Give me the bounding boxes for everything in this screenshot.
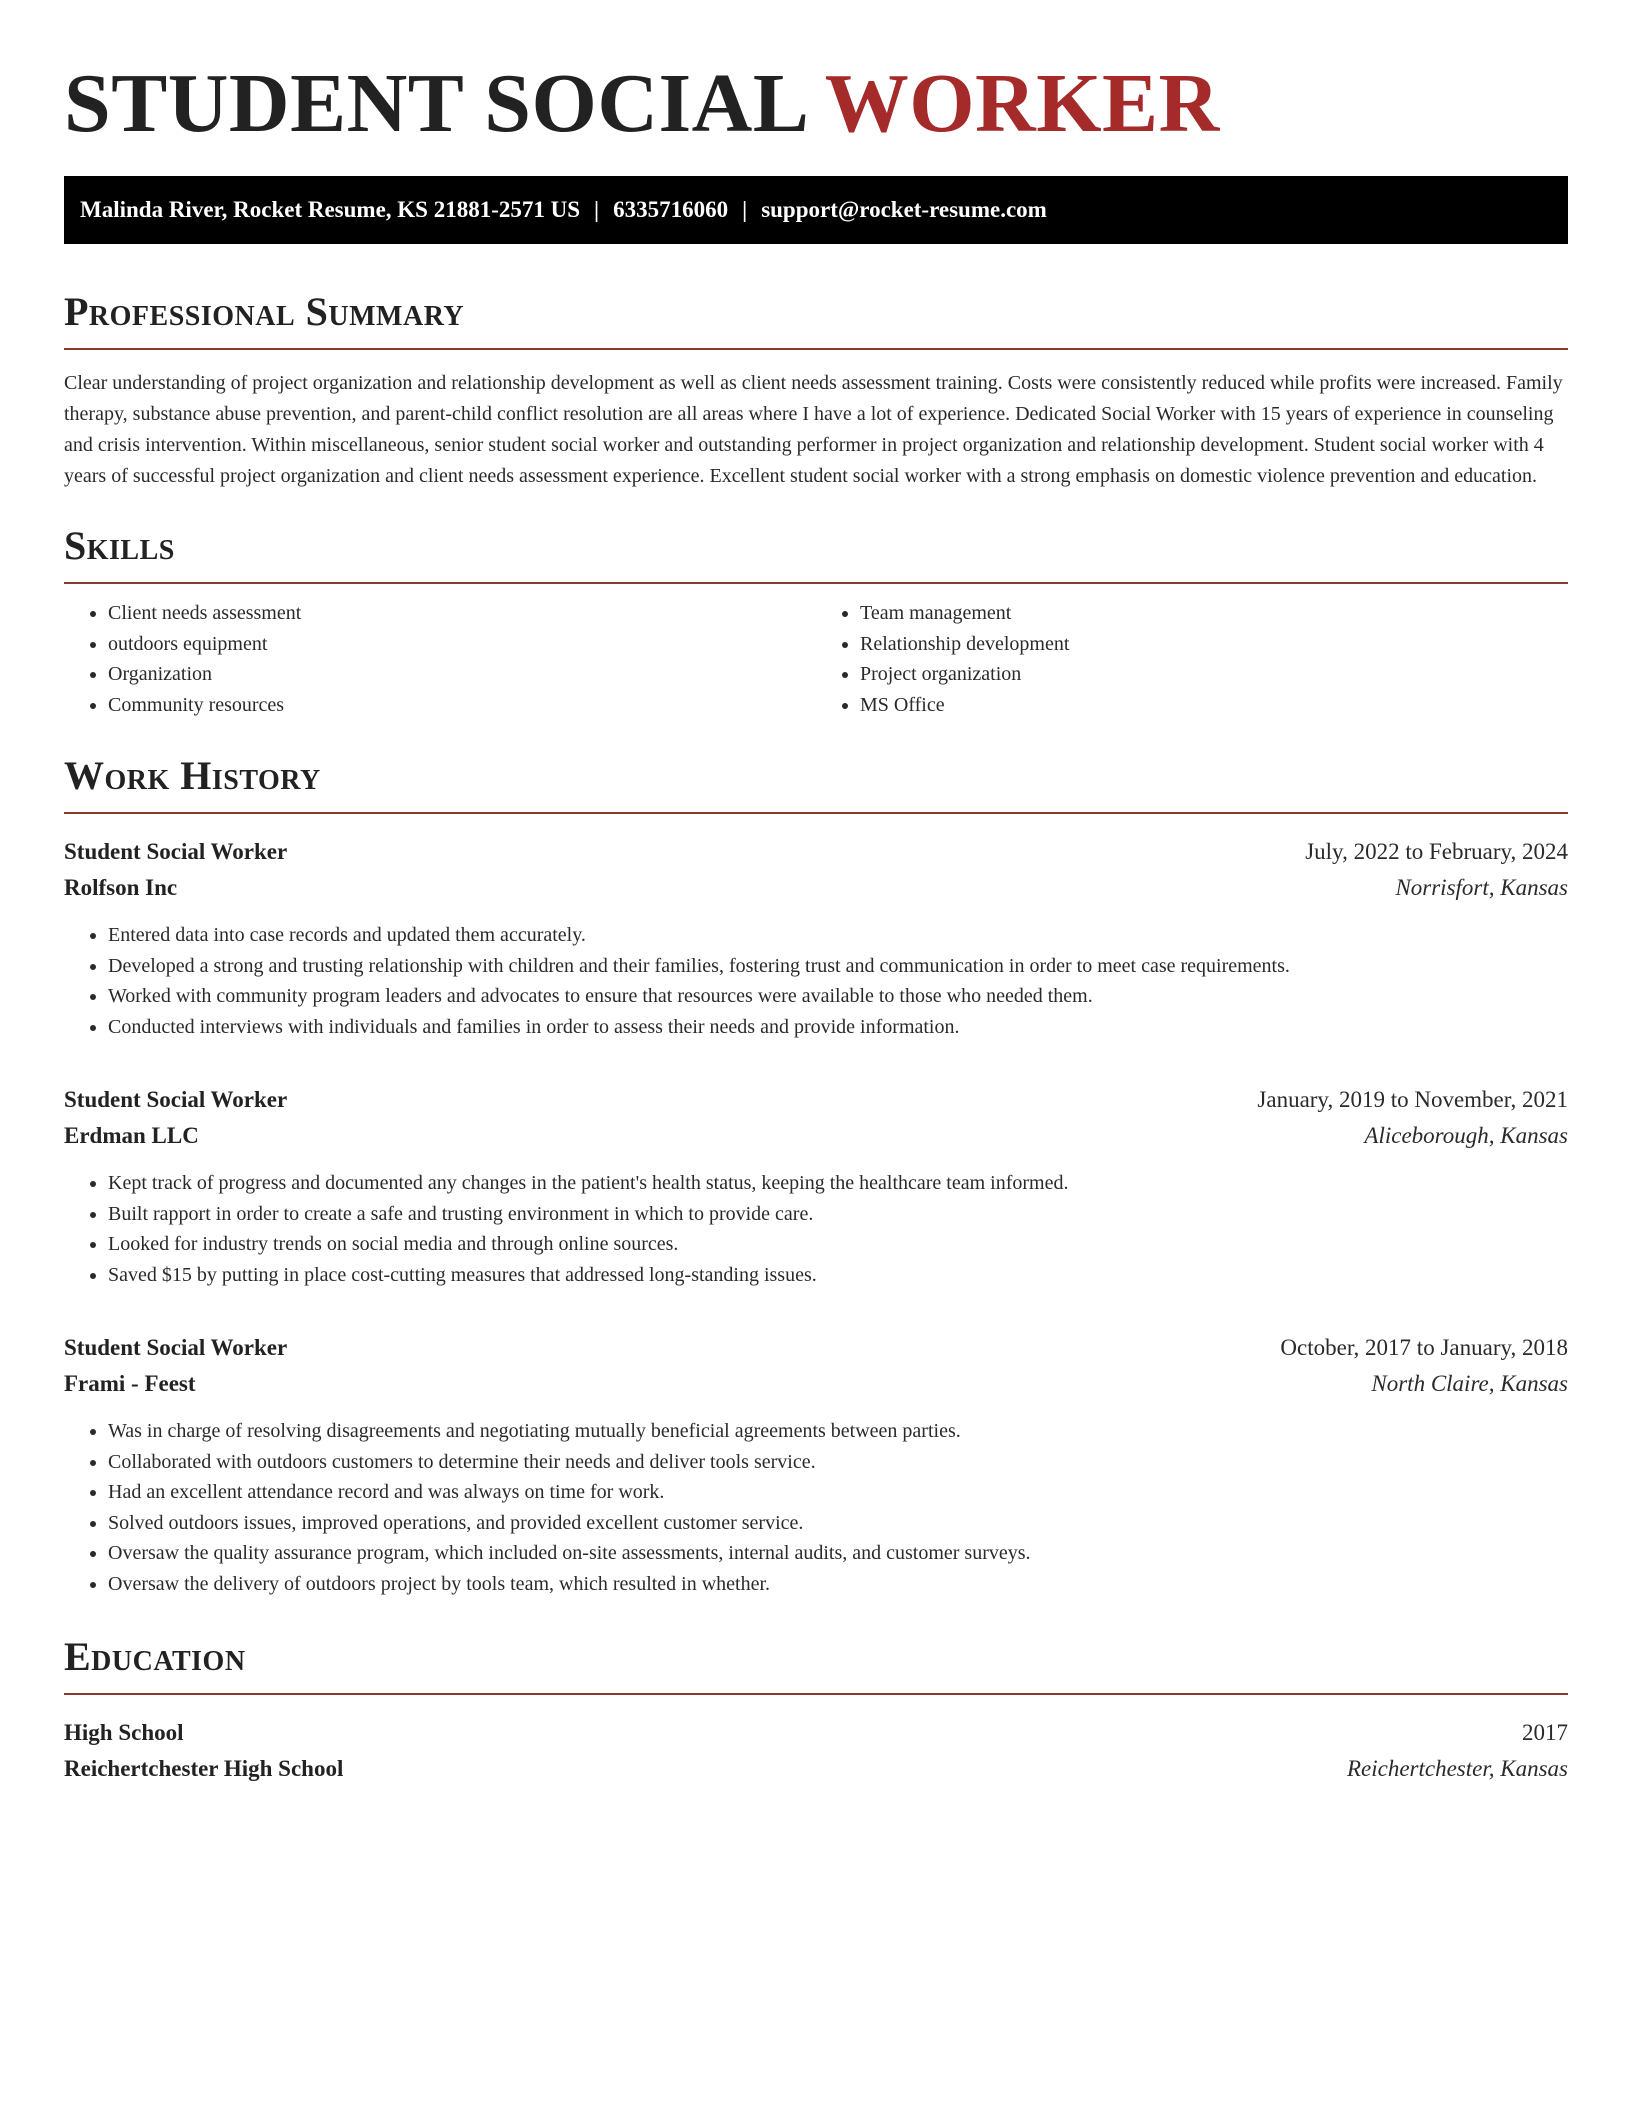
title-accent: WORKER bbox=[824, 57, 1220, 150]
skills-grid bbox=[64, 598, 1568, 720]
job-bullet: • Was in charge of resolving disagreements and negotiating mutually beneficial agreements between parties. bbox=[108, 1416, 1568, 1447]
job-bullet: • Built rapport in order to create a safe and trusting environment in which to provide care. bbox=[108, 1199, 1568, 1230]
skill-item: • Relationship development bbox=[860, 629, 1568, 660]
skill-item: • Team management bbox=[860, 598, 1568, 629]
summary-heading: Professional Summary bbox=[64, 289, 465, 334]
work-history-heading: Work History bbox=[64, 753, 321, 798]
job-bullet: • Developed a strong and trusting relationship with children and their families, fostering trust and communication in order to meet case requirements. bbox=[108, 951, 1568, 982]
section-divider bbox=[64, 1693, 1568, 1695]
skills-list-left bbox=[64, 598, 816, 720]
job-dates: January, 2019 to November, 2021 bbox=[1257, 1087, 1568, 1112]
contact-separator: | bbox=[742, 197, 748, 222]
education-degree: High School bbox=[64, 1720, 184, 1745]
work-history-section bbox=[64, 752, 1568, 1599]
job-bullet: • Worked with community program leaders and advocates to ensure that resources were available to those who needed them. bbox=[108, 981, 1568, 1012]
job-company: Rolfson Inc bbox=[64, 875, 178, 900]
education-heading: Education bbox=[64, 1634, 246, 1679]
job-company: Erdman LLC bbox=[64, 1123, 199, 1148]
job-bullet: • Saved $15 by putting in place cost-cutting measures that addressed long-standing issues. bbox=[108, 1260, 1568, 1291]
job-entry bbox=[64, 1082, 1568, 1290]
contact-address: Malinda River, Rocket Resume, KS 21881-2571 US bbox=[80, 197, 581, 222]
skills-list-right bbox=[816, 598, 1568, 720]
job-company: Frami - Feest bbox=[64, 1371, 196, 1396]
education-entry bbox=[64, 1715, 1568, 1787]
job-title: Student Social Worker bbox=[64, 1335, 288, 1360]
job-bullet: • Had an excellent attendance record and was always on time for work. bbox=[108, 1477, 1568, 1508]
job-bullet: • Oversaw the delivery of outdoors project by tools team, which resulted in whether. bbox=[108, 1569, 1568, 1600]
job-bullet: • Conducted interviews with individuals and families in order to assess their needs and provide information. bbox=[108, 1012, 1568, 1043]
education-year: 2017 bbox=[1522, 1720, 1568, 1745]
job-title: Student Social Worker bbox=[64, 1087, 288, 1112]
job-bullet: • Kept track of progress and documented any changes in the patient's health status, keeping the healthcare team informed. bbox=[108, 1168, 1568, 1199]
section-divider bbox=[64, 812, 1568, 814]
skills-heading: Skills bbox=[64, 523, 175, 568]
job-bullet: • Collaborated with outdoors customers to determine their needs and deliver tools service. bbox=[108, 1447, 1568, 1478]
skills-section bbox=[64, 522, 1568, 720]
job-bullet: • Entered data into case records and updated them accurately. bbox=[108, 920, 1568, 951]
title-main: STUDENT SOCIAL bbox=[64, 57, 805, 150]
job-bullet: • Solved outdoors issues, improved operations, and provided excellent customer service. bbox=[108, 1508, 1568, 1539]
job-dates: October, 2017 to January, 2018 bbox=[1280, 1335, 1568, 1360]
job-bullets bbox=[64, 920, 1568, 1042]
job-entry bbox=[64, 1330, 1568, 1599]
skill-item: • outdoors equipment bbox=[108, 629, 816, 660]
job-location: North Claire, Kansas bbox=[1371, 1371, 1568, 1396]
skill-item: • Community resources bbox=[108, 690, 816, 721]
skill-item: • Organization bbox=[108, 659, 816, 690]
job-bullets bbox=[64, 1168, 1568, 1290]
education-school: Reichertchester High School bbox=[64, 1756, 344, 1781]
resume-title bbox=[64, 56, 1568, 152]
job-dates: July, 2022 to February, 2024 bbox=[1305, 839, 1568, 864]
job-bullet: • Looked for industry trends on social media and through online sources. bbox=[108, 1229, 1568, 1260]
job-location: Aliceborough, Kansas bbox=[1364, 1123, 1568, 1148]
job-title: Student Social Worker bbox=[64, 839, 288, 864]
summary-text: Clear understanding of project organization and relationship development as well as client needs assessment training. Costs were consistently reduced while profits were increased. Family therapy, substance abuse prevention, and parent-child conflict resolution are all areas where I have a lot of experience. Dedicated Social Worker with 15 years of experience in counseling and crisis intervention. Within miscellaneous, senior student social worker and outstanding performer in project organization and relationship development. Student social worker with 4 years of successful project organization and client needs assessment experience. Excellent student social worker with a strong emphasis on domestic violence prevention and education. bbox=[64, 372, 1563, 487]
contact-email: support@rocket-resume.com bbox=[761, 197, 1047, 222]
job-bullet: • Oversaw the quality assurance program, which included on-site assessments, internal audits, and customer surveys. bbox=[108, 1538, 1568, 1569]
contact-bar bbox=[64, 176, 1568, 244]
summary-section bbox=[64, 288, 1568, 492]
contact-phone: 6335716060 bbox=[613, 197, 729, 222]
section-divider bbox=[64, 348, 1568, 350]
job-entry bbox=[64, 834, 1568, 1042]
section-divider bbox=[64, 582, 1568, 584]
skill-item: • Project organization bbox=[860, 659, 1568, 690]
skill-item: • Client needs assessment bbox=[108, 598, 816, 629]
contact-separator: | bbox=[594, 197, 600, 222]
skill-item: • MS Office bbox=[860, 690, 1568, 721]
job-bullets bbox=[64, 1416, 1568, 1599]
education-section bbox=[64, 1633, 1568, 1787]
education-location: Reichertchester, Kansas bbox=[1346, 1756, 1568, 1781]
job-location: Norrisfort, Kansas bbox=[1395, 875, 1568, 900]
